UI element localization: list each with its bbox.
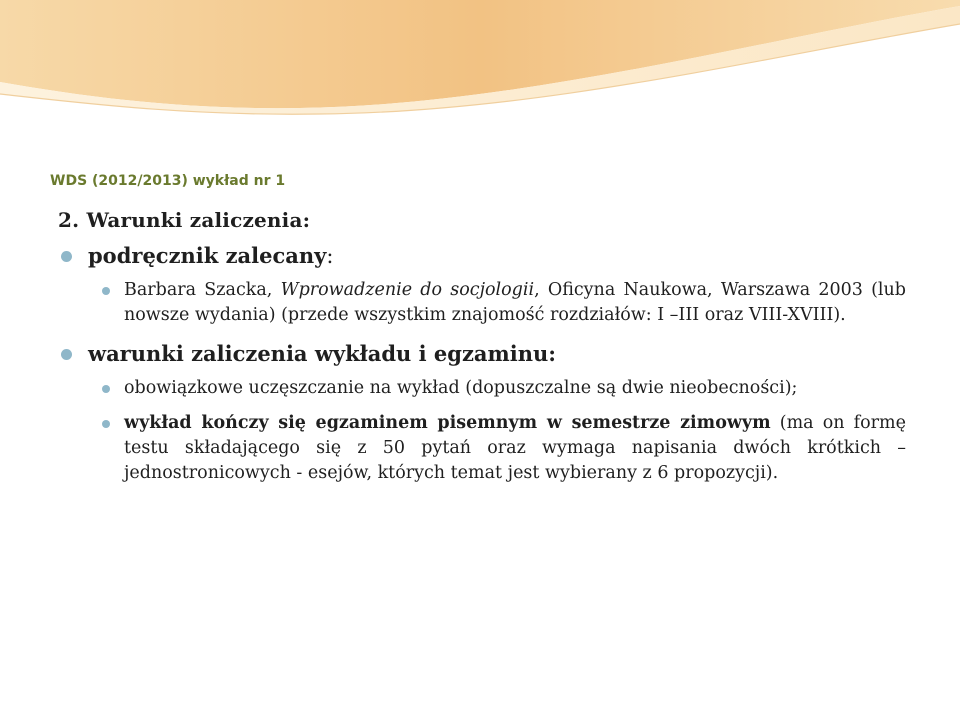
sub-item-rest: (ma on formę testu składającego się z 50 pytań oraz wymaga napisania dwóch krótkich – jednostronicowych - esejów, których temat jest wybierany z 6 propozycji). xyxy=(124,413,906,483)
citation-author: Barbara Szacka, xyxy=(124,280,281,300)
slide-header: WDS (2012/2013) wykład nr 1 xyxy=(50,173,286,189)
sub-list-item xyxy=(94,278,906,328)
sub-list xyxy=(88,278,906,328)
bullet-icon xyxy=(102,385,110,393)
bullet-icon xyxy=(102,420,110,428)
bullet-icon xyxy=(102,287,110,295)
sub-list-item xyxy=(94,376,906,401)
section-title: 2. Warunki zaliczenia: xyxy=(58,208,311,232)
main-list xyxy=(58,240,906,486)
sub-item-text: obowiązkowe uczęszczanie na wykład (dopuszczalne są dwie nieobecności); xyxy=(124,378,798,398)
sub-item-bold: wykład kończy się egzaminem pisemnym w semestrze zimowym xyxy=(124,413,771,433)
list-item-label: warunki zaliczenia wykładu i egzaminu: xyxy=(88,341,556,366)
bullet-icon xyxy=(61,349,72,360)
list-item-label xyxy=(88,240,906,272)
decorative-swoosh xyxy=(0,0,960,120)
sub-list xyxy=(88,376,906,486)
slide-content xyxy=(58,208,906,496)
sub-list-item xyxy=(94,411,906,486)
list-item-textbook xyxy=(58,240,906,328)
list-item-conditions xyxy=(58,338,906,486)
label-bold: podręcznik zalecany xyxy=(88,243,327,268)
citation-title: Wprowadzenie do socjologii xyxy=(280,280,535,300)
citation-details: , Oficyna Naukowa, Warszawa 2003 (lub nowsze wydania) (przede wszystkim znajomość rozdziałów: I –III oraz VIII-XVIII). xyxy=(124,280,906,325)
bullet-icon xyxy=(61,251,72,262)
label-colon: : xyxy=(326,244,334,268)
